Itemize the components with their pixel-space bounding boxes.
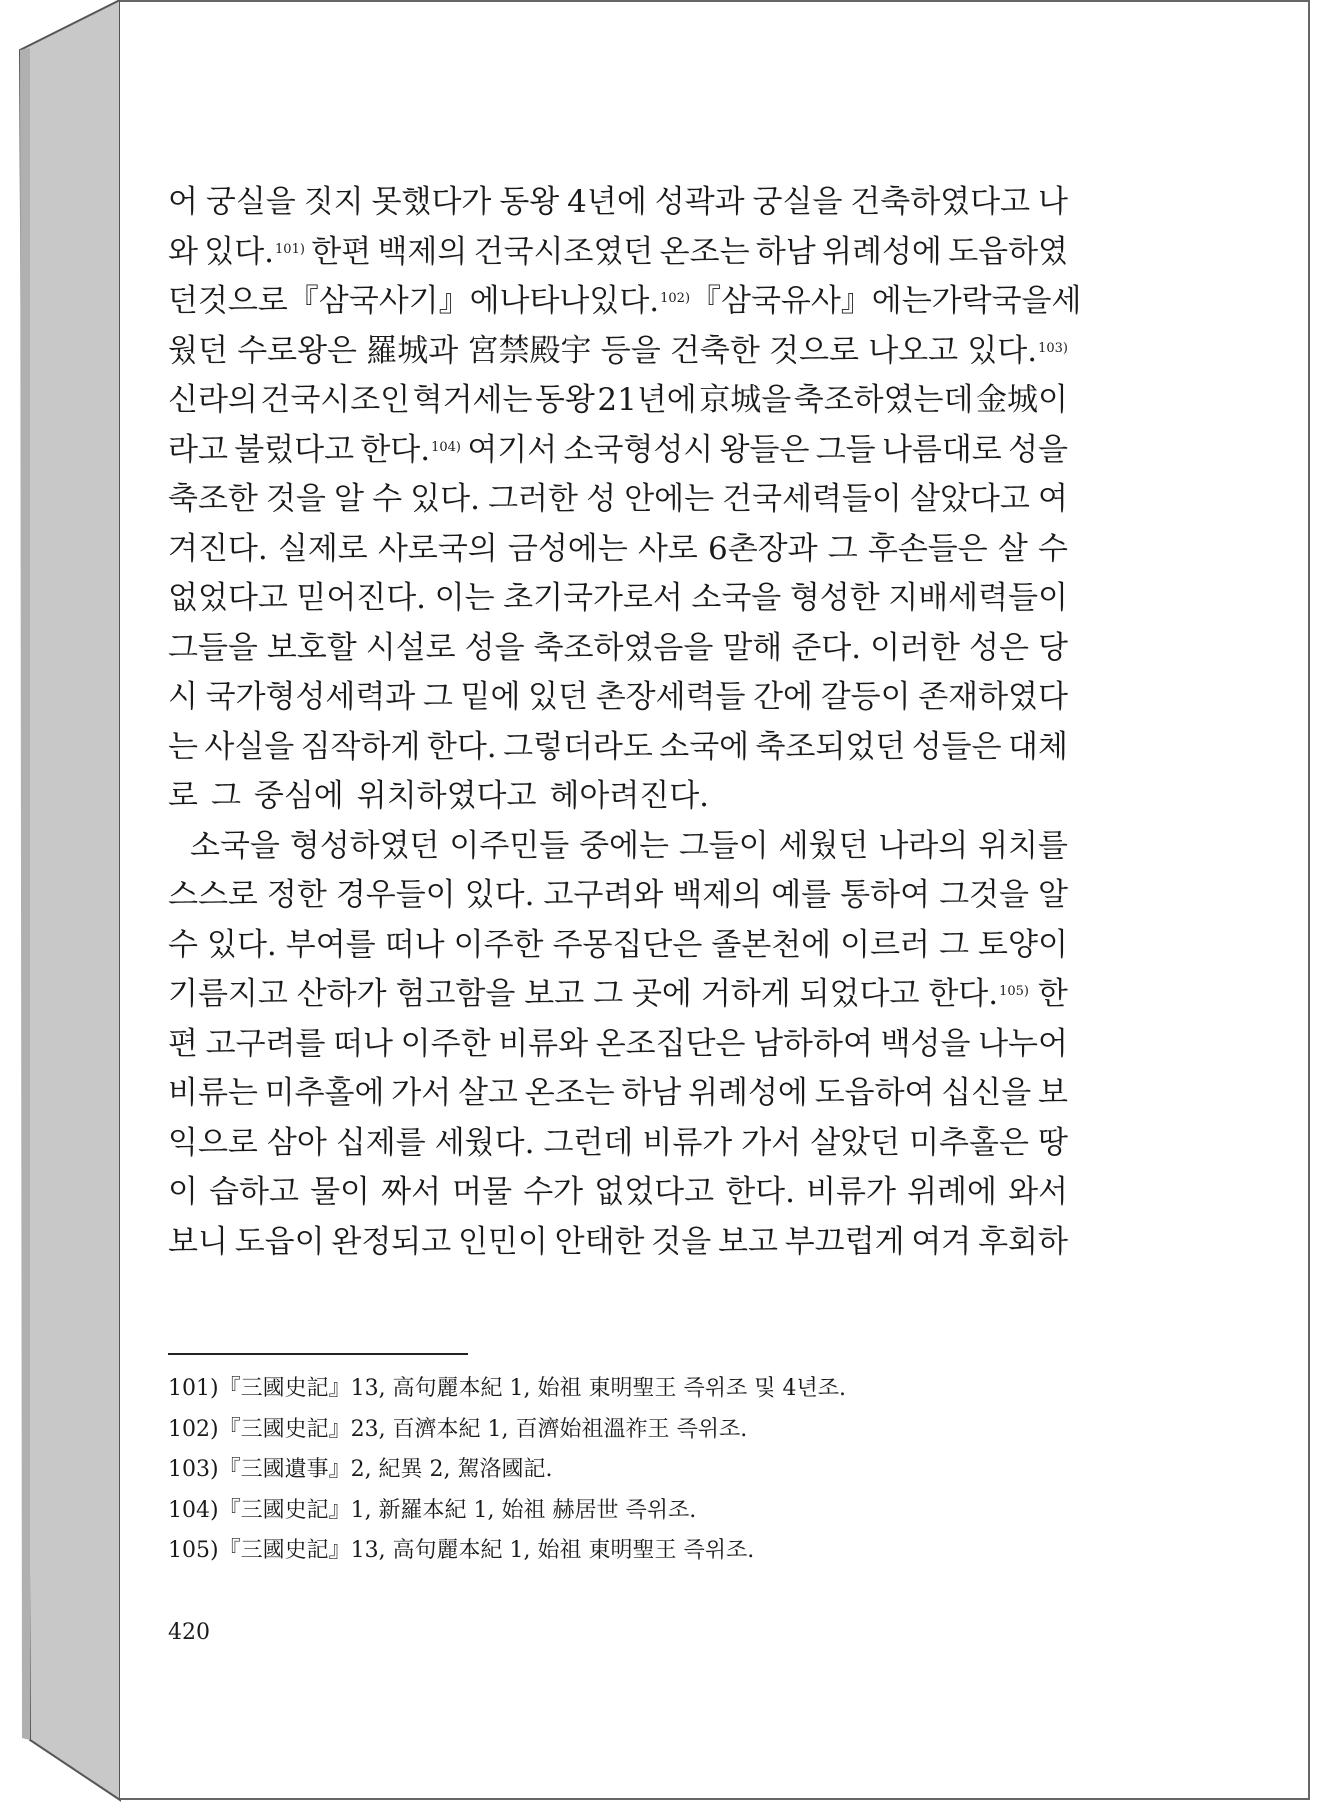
word: 국가형성세력과 — [205, 679, 416, 715]
text-line — [168, 970, 1068, 1020]
word: 살고 — [457, 1075, 518, 1111]
text-line — [168, 1020, 1068, 1070]
word: 안에는 — [624, 481, 715, 517]
word: 곳에 — [631, 976, 692, 1012]
word: 사로국의 — [377, 530, 498, 567]
word: 실제로 — [277, 530, 368, 567]
word: 여겨 — [911, 1223, 972, 1260]
word: 성은 — [969, 629, 1029, 666]
word: 등을 — [600, 332, 661, 369]
word: 있다. — [207, 926, 277, 963]
word: 나라의 — [878, 827, 969, 864]
word: 백제의 — [377, 233, 468, 270]
word: 정한 — [266, 877, 327, 913]
word: 짓지 — [303, 184, 364, 220]
footnote-marker[interactable]: 103) — [1038, 340, 1068, 356]
word: 비류와 — [498, 1025, 589, 1062]
word: 밑에 — [460, 679, 521, 715]
text-line — [168, 574, 1068, 624]
word: 동왕 — [499, 184, 560, 220]
word: 그들이 — [678, 827, 769, 864]
word: 머물 — [452, 1174, 513, 1210]
text-line — [168, 1119, 1068, 1169]
word: 京城을 — [699, 382, 792, 418]
word: 가서 — [741, 1124, 802, 1161]
word: 도읍하였 — [948, 233, 1068, 270]
text-line — [168, 327, 1068, 377]
word-text: 있다. — [204, 233, 275, 270]
word: 이 — [168, 1174, 198, 1210]
word: 그 — [827, 530, 858, 567]
word: 건국시조인 — [260, 382, 411, 418]
word: 되었다고 — [799, 976, 920, 1012]
footnote-entry: 104)『三國史記』1, 新羅本紀 1, 始祖 赫居世 즉위조. — [168, 1497, 697, 1523]
word: 세 — [1051, 283, 1082, 319]
word — [360, 426, 461, 476]
word: 사실을 — [204, 728, 295, 765]
word: 경우들이 — [335, 877, 456, 913]
word: 도읍이 — [234, 1223, 325, 1260]
word: 성을 — [464, 629, 525, 666]
word: 그 — [422, 679, 453, 715]
footnote-entry: 101)『三國史記』13, 高句麗本紀 1, 始祖 東明聖王 즉위조 및 4년조. — [168, 1376, 847, 1401]
word: 수 — [1038, 530, 1068, 567]
word: 편 — [168, 1025, 198, 1062]
word: 수로왕은 — [237, 332, 357, 369]
word: 거하게 — [700, 976, 791, 1012]
footnote-marker[interactable]: 104) — [431, 439, 461, 455]
word: 성곽과 — [654, 184, 745, 220]
word: 위례에 — [907, 1174, 997, 1210]
word: 물이 — [310, 1174, 370, 1210]
word: 보니 — [168, 1223, 228, 1260]
word: 험고함을 — [395, 976, 516, 1012]
word: 宮禁殿宇 — [467, 332, 592, 369]
word: 건국시조였던 — [473, 233, 654, 270]
word: 믿어진다. — [296, 580, 427, 616]
word: 나누어 — [978, 1025, 1068, 1062]
word: 알 — [334, 481, 364, 517]
word: 는 — [168, 728, 198, 765]
word: 그러한 — [488, 481, 578, 517]
word: 한다. — [725, 1174, 795, 1210]
word: 한다. — [426, 728, 497, 765]
word: 십신을 — [941, 1075, 1032, 1111]
word: 소국을 — [691, 580, 782, 616]
word: 시설로 — [365, 629, 456, 666]
word: 산하가 — [296, 976, 387, 1012]
word: 그들 — [815, 431, 876, 468]
word: 기름지고 — [168, 976, 288, 1012]
word: 떠나 — [384, 926, 445, 963]
word: 그런데 — [543, 1124, 634, 1161]
word: 그렇더라도 — [503, 728, 653, 765]
word: 당 — [1037, 629, 1068, 666]
word: 떠나 — [333, 1025, 393, 1062]
word: 그 — [593, 976, 624, 1012]
text-line — [168, 723, 1068, 773]
word: 중에는 — [579, 827, 669, 864]
word: 비류가 — [806, 1174, 896, 1210]
word: 짐작하게 — [300, 728, 421, 765]
word: 통하여 — [840, 877, 931, 913]
page-number: 420 — [168, 1620, 210, 1645]
word: 비류는 — [168, 1075, 258, 1111]
word: 인민이 — [457, 1223, 548, 1260]
text-line — [168, 772, 1068, 822]
word: 주몽집단은 — [552, 926, 703, 963]
word: 궁실을 — [752, 184, 843, 220]
text-line — [168, 475, 1068, 525]
word: 위례성에 — [822, 233, 942, 270]
word: 짜서 — [381, 1174, 442, 1210]
word: 왕들은 — [719, 431, 810, 468]
word: 비류가 — [642, 1124, 733, 1161]
footnote-entry: 105)『三國史記』13, 高句麗本紀 1, 始祖 東明聖王 즉위조. — [168, 1538, 755, 1563]
word: 이주한 — [400, 1025, 491, 1062]
word: 고구려를 — [205, 1025, 326, 1062]
word: 6촌장과 — [707, 530, 818, 567]
word: 것을 — [651, 1223, 712, 1260]
footnote-entry: 102)『三國史記』23, 百濟本紀 1, 百濟始祖溫祚王 즉위조. — [168, 1416, 748, 1442]
word: 그 — [210, 778, 241, 814]
text-line — [168, 228, 1068, 278]
word: 부여를 — [285, 926, 376, 963]
word: 후회하 — [978, 1223, 1068, 1260]
word: 살았다고 — [910, 481, 1030, 517]
word: 스스로 — [168, 877, 258, 913]
word: 위례성에 — [688, 1075, 808, 1111]
word: 있다. — [410, 481, 480, 517]
text-line — [168, 921, 1068, 971]
word: 못했다가 — [371, 184, 492, 220]
word: 와 — [168, 233, 198, 270]
word: 안태한 — [554, 1223, 645, 1260]
word: 와서 — [1008, 1174, 1068, 1210]
word: 살았던 — [810, 1124, 901, 1161]
word: 21년에 — [597, 382, 697, 418]
word: 것으로 — [769, 332, 859, 369]
text-line — [168, 624, 1068, 674]
word: 축조되었던 — [755, 728, 906, 765]
word: 한 — [1037, 976, 1068, 1012]
word: 익으로 — [168, 1124, 258, 1161]
word: 초기국가로서 — [503, 580, 683, 616]
word: 세웠다. — [434, 1124, 535, 1161]
word-text: 한다. — [360, 431, 431, 468]
text-line — [168, 822, 1068, 872]
word: 후손들은 — [867, 530, 988, 567]
word: 축조하였는데 — [793, 382, 974, 418]
word: 그 — [939, 926, 969, 963]
word: 羅城과 — [366, 332, 459, 369]
word: 하남 — [621, 1075, 682, 1111]
word: 대체 — [1008, 728, 1068, 765]
text-line — [168, 525, 1068, 575]
word: 로 — [168, 778, 198, 814]
word: 존재하였다 — [918, 679, 1068, 715]
footnotes — [168, 1369, 1068, 1572]
word: 이주민들 — [449, 827, 570, 864]
word: 온조집단은 — [595, 1025, 746, 1062]
word: 라고 — [168, 431, 228, 468]
word: 완정되고 — [331, 1223, 452, 1260]
word: 4년에 — [567, 184, 647, 220]
word: 가서 — [391, 1075, 452, 1111]
word: 건국세력들이 — [722, 481, 902, 517]
word: 간에 — [753, 679, 814, 715]
word: 십제를 — [335, 1124, 426, 1161]
word: 보고 — [718, 1223, 778, 1260]
word: 시 — [168, 679, 198, 715]
word: 없었다고 — [168, 580, 288, 616]
text-line — [168, 673, 1068, 723]
text-line — [168, 1218, 1068, 1268]
word: 보호할 — [266, 629, 357, 666]
word: 이는 — [434, 580, 495, 616]
word: 가락국을 — [931, 283, 1052, 319]
footnote-divider — [168, 1353, 468, 1355]
word: 『삼국유사』에는 — [690, 283, 932, 319]
word: 헤아려진다. — [549, 778, 710, 814]
word: 소국을 — [190, 827, 280, 864]
word: 신라의 — [168, 382, 258, 418]
word: 성을 — [1008, 431, 1068, 468]
word: 성 — [586, 481, 617, 517]
word: 나오고 — [868, 332, 959, 369]
word: 미추홀에 — [264, 1075, 385, 1111]
word: 금성에는 — [507, 530, 628, 567]
word: 수가 — [523, 1174, 584, 1210]
word: 여 — [1037, 481, 1068, 517]
word: 삼아 — [266, 1124, 327, 1161]
word: 알 — [1037, 877, 1068, 913]
word — [589, 277, 690, 327]
word: 지배세력들이 — [888, 580, 1068, 616]
word: 온조는 — [659, 233, 750, 270]
word: 하남 — [755, 233, 816, 270]
word: 『삼국사기』에 — [287, 283, 500, 319]
word: 그들을 — [168, 629, 258, 666]
word: 졸본천에 — [711, 926, 832, 963]
word: 이르러 — [840, 926, 930, 963]
word: 중심에 — [253, 778, 344, 814]
word: 소국형성시 — [563, 431, 714, 468]
word: 소국에 — [659, 728, 750, 765]
text-line — [168, 376, 1068, 426]
body-text — [168, 178, 1082, 1267]
word: 보 — [1037, 1075, 1068, 1111]
word: 사로 — [637, 530, 698, 567]
word: 혁거세는 — [412, 382, 533, 418]
word-text: 한다. — [928, 976, 999, 1012]
word: 어 — [168, 184, 198, 220]
footnote-marker[interactable]: 102) — [660, 291, 691, 306]
word-text: 있다. — [589, 283, 660, 319]
word: 한편 — [311, 233, 372, 270]
word: 없었다고 — [594, 1174, 715, 1210]
word-text: 있다. — [967, 332, 1038, 369]
word: 건축하였다고 — [850, 184, 1031, 220]
word: 살 — [997, 530, 1028, 567]
word: 부끄럽게 — [784, 1223, 905, 1260]
word: 이주한 — [453, 926, 544, 963]
word: 고구려와 — [543, 877, 664, 913]
text-line — [168, 1168, 1068, 1218]
word — [967, 327, 1068, 377]
word: 촌장세력들 — [595, 679, 746, 715]
text-line — [168, 178, 1068, 228]
word: 金城이 — [975, 382, 1068, 418]
word — [204, 228, 305, 278]
word: 토양이 — [978, 926, 1068, 963]
word — [928, 970, 1029, 1020]
word: 도읍하여 — [814, 1075, 935, 1111]
word: 남하하여 — [753, 1025, 873, 1062]
word: 위치하였다고 — [356, 778, 537, 814]
word: 축조한 — [168, 481, 258, 517]
text-line — [168, 871, 1068, 921]
word: 여기서 — [467, 431, 558, 468]
word: 보고 — [524, 976, 585, 1012]
word: 수 — [168, 926, 198, 963]
word: 것을 — [265, 481, 326, 517]
word: 나타나 — [499, 283, 590, 319]
footnote-marker[interactable]: 105) — [999, 984, 1029, 999]
word: 백제의 — [672, 877, 763, 913]
word: 궁실을 — [205, 184, 296, 220]
word: 나름대로 — [881, 431, 1002, 468]
word: 겨진다. — [168, 530, 268, 567]
word: 예를 — [771, 877, 832, 913]
word: 성들은 — [911, 728, 1002, 765]
word: 던 — [168, 283, 198, 319]
word: 축조하였음을 — [533, 629, 714, 666]
word: 나 — [1037, 184, 1068, 220]
word: 수 — [372, 481, 403, 517]
word: 형성한 — [789, 580, 880, 616]
footnote-marker[interactable]: 101) — [275, 241, 305, 257]
word: 백성을 — [880, 1025, 971, 1062]
word: 건축한 — [669, 332, 760, 369]
word: 것으로 — [197, 283, 288, 319]
word: 준다. — [791, 629, 862, 666]
word: 미추홀은 — [909, 1124, 1029, 1161]
word: 세웠던 — [778, 827, 869, 864]
word: 갈등이 — [820, 679, 911, 715]
word: 말해 — [722, 629, 783, 666]
word: 있다. — [464, 877, 535, 913]
text-line — [168, 426, 1068, 476]
word: 그것을 — [939, 877, 1029, 913]
word: 있던 — [528, 679, 589, 715]
word: 형성하였던 — [289, 827, 440, 864]
word: 온조는 — [524, 1075, 615, 1111]
text-line — [168, 277, 1082, 327]
word: 동왕 — [534, 382, 595, 418]
word: 이러한 — [870, 629, 960, 666]
text-line — [168, 1069, 1068, 1119]
footnote-entry: 103)『三國遺事』2, 紀異 2, 駕洛國記. — [168, 1457, 553, 1482]
word: 위치를 — [978, 827, 1068, 864]
word: 땅 — [1037, 1124, 1068, 1161]
word: 습하고 — [209, 1174, 299, 1210]
word: 불렀다고 — [234, 431, 355, 468]
word: 웠던 — [168, 332, 228, 369]
